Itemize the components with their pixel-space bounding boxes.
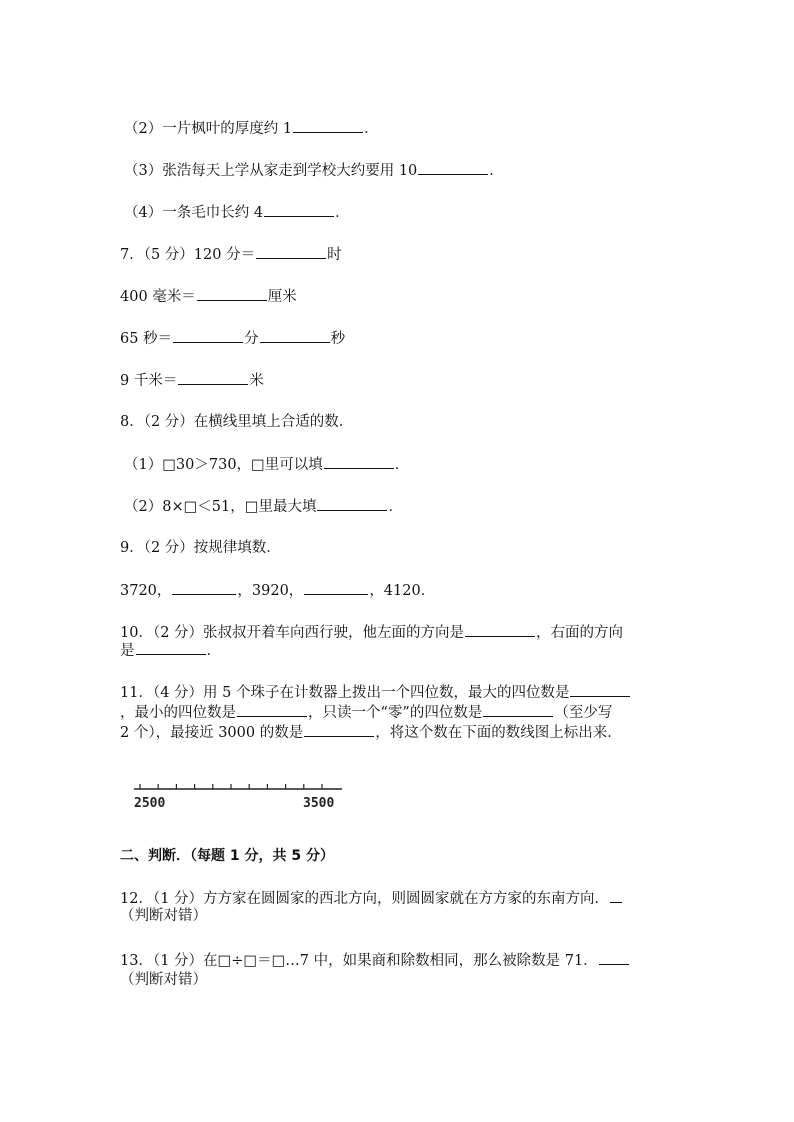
number-line-end-label: 3500	[303, 796, 335, 811]
answer-blank[interactable]	[418, 160, 488, 175]
q13-text: 13．（1 分）在□÷□＝□…7 中，如果商和除数相同，那么被除数是 71．	[120, 953, 598, 969]
q11-line-1	[120, 682, 631, 703]
q8-item-1	[124, 454, 409, 475]
q7-text: 400 毫米＝	[120, 289, 196, 305]
answer-blank[interactable]	[599, 950, 629, 965]
answer-blank[interactable]	[178, 370, 248, 385]
q11-line-3	[120, 722, 622, 743]
q9-sequence	[120, 580, 435, 601]
punct: ．	[364, 121, 379, 137]
unit-label: 分	[244, 331, 259, 347]
q7-text: 65 秒＝	[120, 331, 173, 347]
punct: ．	[489, 163, 504, 179]
answer-blank[interactable]	[483, 702, 553, 717]
unit-label: 秒	[330, 331, 346, 347]
q10-text: ，右面的方向	[536, 625, 624, 641]
q6-item-3	[124, 160, 504, 181]
punct: ．	[388, 499, 403, 515]
punct: ．	[206, 643, 221, 659]
q11-line-2	[120, 702, 612, 723]
q10-text: 10．（2 分）张叔叔开着车向西行驶，他左面的方向是	[120, 625, 465, 641]
q9-text: 3720，	[120, 583, 172, 599]
q9-text: ，4120．	[369, 583, 436, 599]
q10-line-2	[120, 640, 221, 661]
q7-line-4	[120, 370, 264, 391]
answer-blank[interactable]	[317, 496, 387, 511]
punct: ．	[335, 205, 350, 221]
answer-blank[interactable]	[324, 454, 394, 469]
q11-text: ，将这个数在下面的数线图上标出来．	[375, 725, 622, 741]
q7-line-1	[120, 244, 342, 265]
number-line[interactable]	[130, 776, 350, 812]
q11-text: 2 个），最接近 3000 的数是	[120, 725, 304, 741]
q11-text: 11．（4 分）用 5 个珠子在计数器上拨出一个四位数，最大的四位数是	[120, 685, 570, 701]
answer-blank[interactable]	[264, 202, 334, 217]
q10-text: 是	[120, 643, 135, 659]
answer-blank[interactable]	[173, 328, 243, 343]
q11-text: ，最小的四位数是	[120, 705, 236, 721]
answer-blank[interactable]	[172, 580, 236, 595]
q6-item-3-text: （3）张浩每天上学从家走到学校大约要用 10	[124, 163, 418, 179]
q8-title: 8．（2 分）在横线里填上合适的数．	[120, 414, 354, 430]
q7-text: 9 千米＝	[120, 373, 178, 389]
q7-line-2	[120, 286, 297, 307]
answer-blank[interactable]	[293, 118, 363, 133]
q6-item-2	[124, 118, 379, 139]
q6-item-4	[124, 202, 350, 223]
unit-label: 米	[249, 373, 264, 389]
number-line-start-label: 2500	[134, 796, 166, 811]
answer-blank[interactable]	[136, 640, 206, 655]
answer-blank[interactable]	[570, 682, 630, 697]
q6-item-2-text: （2）一片枫叶的厚度约 1	[124, 121, 293, 137]
q12-line-2: （判断对错）	[120, 908, 207, 924]
q11-text: ，只读一个“零”的四位数是	[308, 705, 483, 721]
section-2-heading: 二、判断．（每题 1 分，共 5 分）	[120, 848, 334, 864]
q8-item-2	[124, 496, 403, 517]
q7-text: 7．（5 分）120 分＝	[120, 247, 256, 263]
q8-text: （1）□30＞730，□里可以填	[124, 457, 323, 473]
q13-line-1	[120, 950, 630, 971]
q13-line-2: （判断对错）	[120, 972, 207, 988]
q9-text: ，3920，	[237, 583, 304, 599]
answer-blank[interactable]	[304, 580, 368, 595]
punct: ．	[394, 457, 410, 473]
answer-blank[interactable]	[237, 702, 307, 717]
q12-text: 12．（1 分）方方家在圆圆家的西北方向，则圆圆家就在方方家的东南方向．	[120, 891, 610, 907]
q6-item-4-text: （4）一条毛巾长约 4	[124, 205, 264, 221]
answer-blank[interactable]	[197, 286, 267, 301]
answer-blank[interactable]	[260, 328, 330, 343]
q7-line-3	[120, 328, 345, 349]
q11-text: （至少写	[554, 705, 613, 721]
answer-blank[interactable]	[304, 722, 374, 737]
unit-label: 厘米	[267, 289, 297, 305]
q8-text: （2）8×□＜51，□里最大填	[124, 499, 317, 515]
answer-blank[interactable]	[610, 888, 622, 903]
q9-title: 9．（2 分）按规律填数．	[120, 540, 281, 556]
answer-blank[interactable]	[256, 244, 326, 259]
answer-blank[interactable]	[465, 622, 535, 637]
unit-label: 时	[327, 247, 342, 263]
